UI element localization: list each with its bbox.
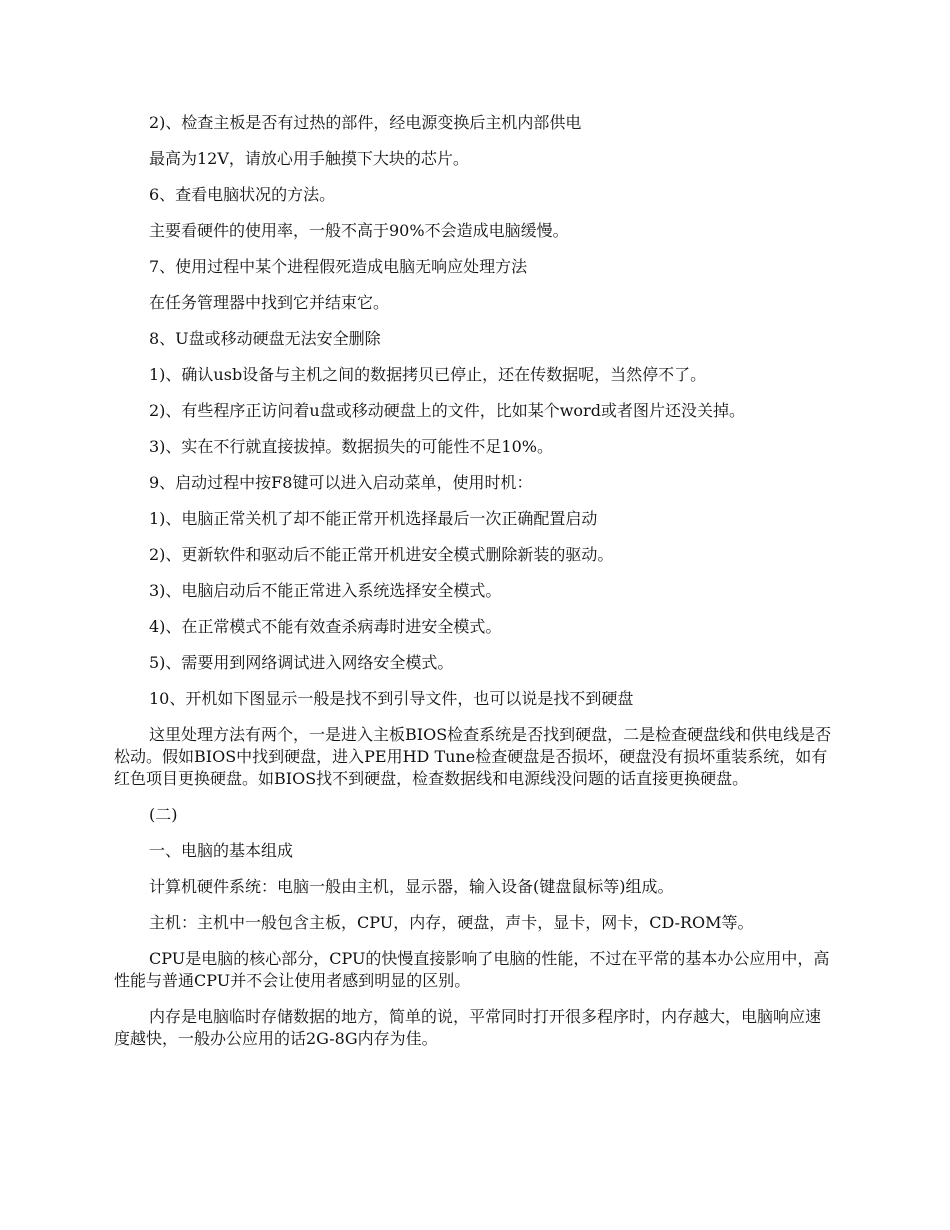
paragraph: 8、U盘或移动硬盘无法安全删除 — [149, 329, 381, 348]
paragraph: 4)、在正常模式不能有效查杀病毒时进安全模式。 — [149, 617, 502, 636]
paragraph: CPU是电脑的核心部分，CPU的快慢直接影响了电脑的性能，不过在平常的基本办公应用中，高性能与普通CPU并不会让使用者感到明显的区别。 — [114, 949, 830, 990]
paragraph: 6、查看电脑状况的方法。 — [149, 185, 336, 204]
paragraph: 5)、需要用到网络调试进入网络安全模式。 — [149, 653, 454, 672]
paragraph: 内存是电脑临时存储数据的地方，简单的说，平常同时打开很多程序时，内存越大，电脑响应速度越快，一般办公应用的话2G-8G内存为佳。 — [114, 1007, 822, 1048]
paragraph: 一、电脑的基本组成 — [149, 841, 294, 860]
document-body — [114, 112, 834, 1064]
paragraph: 2)、更新软件和驱动后不能正常开机进安全模式删除新装的驱动。 — [149, 545, 614, 564]
paragraph: 在任务管理器中找到它并结束它。 — [149, 293, 390, 312]
paragraph: 2)、检查主板是否有过热的部件，经电源变换后主机内部供电 — [149, 113, 582, 132]
paragraph: 7、使用过程中某个进程假死造成电脑无响应处理方法 — [149, 257, 528, 276]
paragraph: 这里处理方法有两个，一是进入主板BIOS检查系统是否找到硬盘，二是检查硬盘线和供电线是否松动。假如BIOS中找到硬盘，进入PE用HD Tune检查硬盘是否损坏，硬盘没有损坏重装系统，如有红色项目更换硬盘。如BIOS找不到硬盘，检查数据线和电源线没问题的话直接更换硬盘。 — [114, 725, 832, 788]
paragraph: 1)、确认usb设备与主机之间的数据拷贝已停止，还在传数据呢，当然停不了。 — [149, 365, 707, 384]
paragraph: 3)、电脑启动后不能正常进入系统选择安全模式。 — [149, 581, 502, 600]
paragraph: 2)、有些程序正访问着u盘或移动硬盘上的文件，比如某个word或者图片还没关掉。 — [149, 401, 745, 420]
paragraph: (二) — [149, 805, 178, 824]
paragraph: 3)、实在不行就直接拔掉。数据损失的可能性不足10%。 — [149, 437, 553, 456]
paragraph: 主要看硬件的使用率，一般不高于90%不会造成电脑缓慢。 — [149, 221, 569, 240]
paragraph: 1)、电脑正常关机了却不能正常开机选择最后一次正确配置启动 — [149, 509, 598, 528]
paragraph: 主机：主机中一般包含主板，CPU，内存，硬盘，声卡，显卡，网卡，CD-ROM等。 — [149, 913, 754, 932]
paragraph: 10、开机如下图显示一般是找不到引导文件，也可以说是找不到硬盘 — [149, 689, 634, 708]
paragraph: 计算机硬件系统：电脑一般由主机，显示器，输入设备(键盘鼠标等)组成。 — [149, 877, 674, 896]
paragraph: 最高为12V，请放心用手触摸下大块的芯片。 — [149, 149, 469, 168]
paragraph: 9、启动过程中按F8键可以进入启动菜单，使用时机： — [149, 473, 533, 492]
